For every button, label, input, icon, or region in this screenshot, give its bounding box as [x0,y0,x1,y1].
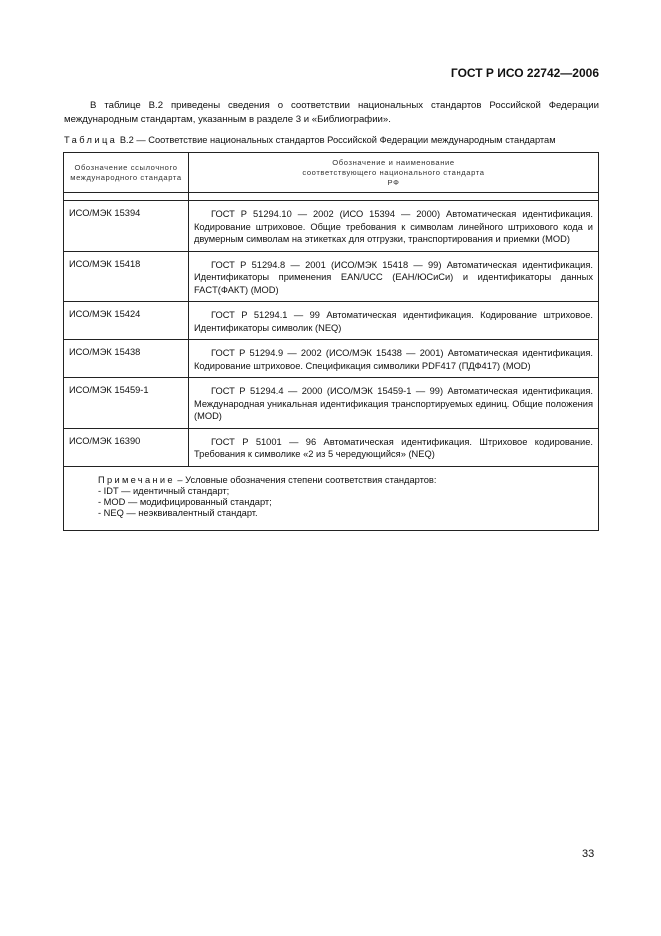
column-header-national-text: Обозначение и наименование соответствующего национального стандарта РФ [302,157,485,187]
standards-table [63,152,599,531]
row-intl-code: ИСО/МЭК 16390 [64,428,189,466]
row-national-desc [189,201,599,252]
column-header-international-text: Обозначение ссылочного международного стандарта [70,162,182,182]
table-row [64,378,599,429]
note-item: - MOD — модифицированный стандарт; [98,497,272,508]
table-caption [64,135,604,145]
row-national-desc-text: ГОСТ Р 51294.8 — 2001 (ИСО/МЭК 15418 — 99) Автоматическая идентификация. Идентификаторы применения EAN/UCC (ЕАН/ЮСиСи) и идентификаторы данных FACT(ФАКТ) (MOD) [194,259,593,295]
note-label: Примечание [98,474,175,485]
table-caption-text: В.2 — Соответствие национальных стандартов Российской Федерации международным стандартам [119,135,556,145]
table-row [64,251,599,302]
row-national-desc-text: ГОСТ Р 51001 — 96 Автоматическая идентификация. Штриховое кодирование. Требования к символике «2 из 5 чередующийся» (NEQ) [194,436,593,459]
table-row [64,428,599,466]
row-intl-code: ИСО/МЭК 15438 [64,340,189,378]
note-item: - NEQ — неэквивалентный стандарт. [98,508,258,519]
row-national-desc [189,251,599,302]
row-intl-code: ИСО/МЭК 15418 [64,251,189,302]
row-national-desc-text: ГОСТ Р 51294.4 — 2000 (ИСО/МЭК 15459-1 — 99) Автоматическая идентификация. Международная уникальная идентификация транспортируемых единиц. Общие положения (MOD) [194,386,593,421]
row-national-desc [189,428,599,466]
table-row [64,201,599,252]
table-note [64,466,599,530]
row-national-desc [189,302,599,340]
row-national-desc-text: ГОСТ Р 51294.1 — 99 Автоматическая идентификация. Кодирование штриховое. Идентификаторы символик (NEQ) [194,310,593,333]
row-intl-code: ИСО/МЭК 15459-1 [64,378,189,429]
row-national-desc-text: ГОСТ Р 51294.10 — 2002 (ИСО 15394 — 2000) Автоматическая идентификация. Кодирование штриховое. Общие требования к символам линейного штрихового кода и двумерным символам на этикетках для отгрузки, транспортирования и приемки (MOD) [194,209,593,244]
table-caption-label: Таблица [64,135,118,145]
table-row [64,302,599,340]
table-row [64,340,599,378]
table-gap-row [64,193,599,201]
intro-paragraph: В таблице В.2 приведены сведения о соответствии национальных стандартов Российской Федерации международным стандартам, указанным в разделе 3 и «Библиографии». [64,100,599,125]
row-intl-code: ИСО/МЭК 15394 [64,201,189,252]
row-national-desc [189,340,599,378]
row-intl-code: ИСО/МЭК 15424 [64,302,189,340]
column-header-international [64,153,189,193]
document-header: ГОСТ Р ИСО 22742—2006 [450,66,599,80]
note-item: - IDT — идентичный стандарт; [98,485,230,496]
table-header-row [64,153,599,193]
page-number: 33 [582,848,595,860]
table-note-row [64,466,599,530]
row-national-desc-text: ГОСТ Р 51294.9 — 2002 (ИСО/МЭК 15438 — 2001) Автоматическая идентификация. Кодирование штриховое. Спецификация символики PDF417 (ПДФ417) (MOD) [194,348,593,371]
column-header-national [189,153,599,193]
note-text: – Условные обозначения степени соответствия стандартов: [177,474,437,485]
note-heading [98,475,592,486]
row-national-desc [189,378,599,429]
